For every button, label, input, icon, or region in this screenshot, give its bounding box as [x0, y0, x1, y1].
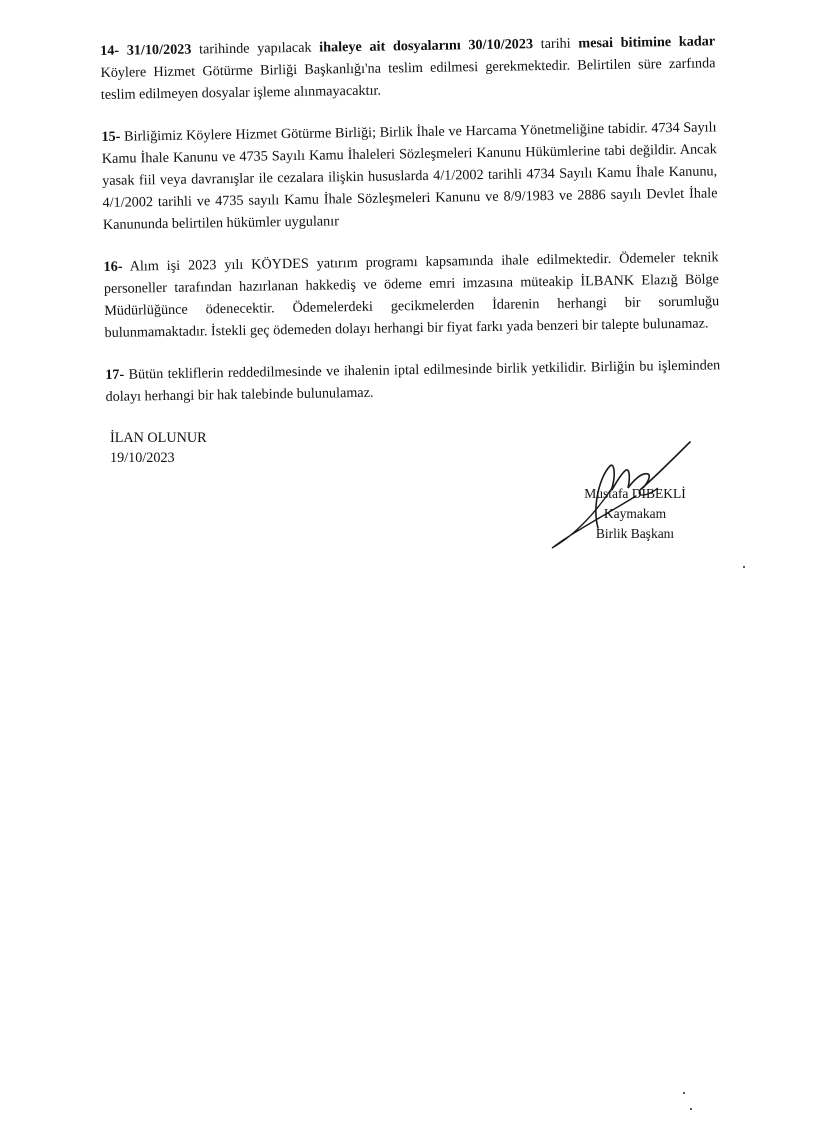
signatory-title: Kaymakam [603, 506, 667, 521]
paragraph-14-date: 31/10/2023 [126, 41, 192, 59]
paragraph-14-bold-1: ihaleye ait dosyalarını 30/10/2023 [319, 36, 534, 56]
paragraph-15-number: 15- [101, 128, 121, 145]
paragraph-14-bold-2: mesai bitimine kadar [578, 33, 716, 52]
paragraph-17 [105, 354, 721, 408]
paragraph-15-text: Birliğimiz Köylere Hizmet Götürme Birliği; Birlik İhale ve Harcama Yönetmeliğine tabidir. 4734 Sayılı Kamu İhale Kanunu ve 4735 Sayılı Kamu İhaleleri Sözleşmeleri Kanunu Hükümlerine tabi değildir. Ancak yasak fiil veya davranışlar ile cezalara ilişkin hususlarda 4/1/2002 tarihli 4734 Sayılı Kamu İhale Kanunu, 4/1/2002 tarihli ve 4735 sayılı Kamu İhale Sözleşmeleri Kanunu ve 8/9/1983 ve 2886 sayılı Devlet İhale Kanununda belirtilen hükümler uygulanır [101, 119, 718, 233]
scan-speck [690, 1108, 692, 1110]
paragraph-14-text-1: tarihinde yapılacak [191, 39, 320, 58]
announcement-date: 19/10/2023 [110, 450, 175, 466]
signatory-name: Mustafa DİBEKLİ [584, 486, 686, 501]
paragraph-15 [101, 116, 718, 236]
paragraph-17-number: 17- [105, 366, 125, 383]
signatory-role: Birlik Başkanı [595, 526, 675, 541]
paragraph-17-text: Bütün tekliflerin reddedilmesinde ve ihalenin iptal edilmesinde birlik yetkilidir. Birliğin bu işleminden dolayı herhangi bir hak talebinde bulunulamaz. [105, 357, 721, 405]
document-body [100, 30, 721, 428]
closing-block [110, 428, 207, 468]
paragraph-14-number: 14- [100, 42, 120, 59]
scan-speck [743, 566, 745, 568]
paragraph-16 [103, 246, 719, 344]
paragraph-16-text: Alım işi 2023 yılı KÖYDES yatırım programı kapsamında ihale edilmektedir. Ödemeler teknik personeller tarafından hazırlanan hakkediş ve ödeme emri imzasına müteakip İLBANK Elazığ Bölge Müdürlüğünce ödenecektir. Ödemelerdeki gecikmelerden İdarenin herhangi bir sorumluğu bulunmamaktadır. İstekli geç ödemeden dolayı herhangi bir fiyat farkı yada benzeri bir talepte bulunamaz. [103, 249, 720, 341]
announcement-text: İLAN OLUNUR [110, 430, 207, 446]
paragraph-16-number: 16- [103, 258, 123, 275]
paragraph-14 [100, 30, 716, 106]
paragraph-14-text-2: tarihi [532, 35, 579, 53]
signature-block [560, 484, 710, 544]
paragraph-14-text-3: Köylere Hizmet Götürme Birliği Başkanlığı'na teslim edilmesi gerekmektedir. Belirtilen süre zarfında teslim edilmeyen dosyalar işleme alınmayacaktır. [100, 55, 716, 103]
scan-speck [683, 1092, 685, 1094]
